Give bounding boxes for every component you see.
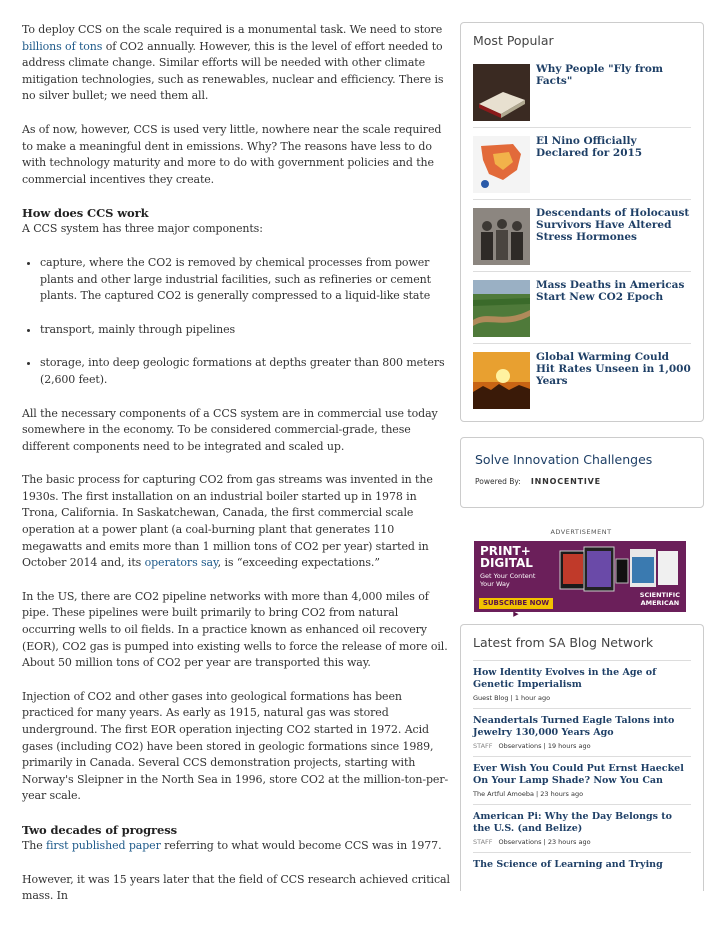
- blog-item[interactable]: The Science of Learning and Trying: [473, 852, 691, 877]
- staff-badge: STAFF: [473, 838, 493, 846]
- sunset-thumbnail: [473, 352, 530, 409]
- paragraph: In the US, there are CO2 pipeline networks with more than 4,000 miles of pipe. These pipelines were built primarily to bring CO2 from natural occurring wells to oil fields. In a practice known as enhanced oil recovery (EOR), CO2 gas is pumped into existing wells to force the release of more oil. About 50 million tons of CO2 per year are transported this way.: [22, 589, 448, 670]
- subscription-ad[interactable]: [474, 541, 686, 618]
- advertisement-label: ADVERTISEMENT: [550, 528, 612, 536]
- most-popular-panel: [460, 22, 704, 422]
- innovation-panel[interactable]: [460, 437, 704, 508]
- popular-item[interactable]: Why People "Fly from Facts": [473, 56, 691, 128]
- blog-network-panel: [460, 624, 704, 891]
- staff-badge: STAFF: [473, 742, 493, 750]
- blog-item[interactable]: American Pi: Why the Day Belongs to the U.S. (and Belize) STAFF Observations | 23 hours ago: [473, 804, 691, 852]
- scientific-american-logo: SCIENTIFIC AMERICAN: [639, 591, 680, 607]
- subscribe-now-button[interactable]: SUBSCRIBE NOW ▶: [479, 598, 553, 609]
- component-list: [22, 255, 454, 389]
- paragraph: A CCS system has three major components:: [22, 222, 263, 236]
- innocentive-logo: INNOCENTIVE: [530, 477, 601, 486]
- popular-item[interactable]: Global Warming Could Hit Rates Unseen in 1,000 Years: [473, 344, 691, 415]
- list-item: • capture, where the CO2 is removed by chemical processes from power plants and other large industrial facilities, such as refineries or cement plants. The captured CO2 is generally compressed to a liquid-like state: [40, 255, 454, 305]
- map-thumbnail: [473, 136, 530, 193]
- blog-item[interactable]: Neandertals Turned Eagle Talons into Jewelry 130,000 Years Ago STAFF Observations | 19 hours ago: [473, 708, 691, 756]
- list-item: • storage, into deep geologic formations at depths greater than 800 meters (2,600 feet).: [40, 355, 454, 388]
- popular-item[interactable]: Descendants of Holocaust Survivors Have Altered Stress Hormones: [473, 200, 691, 272]
- article-body: [22, 22, 454, 922]
- blog-network-title: Latest from SA Blog Network: [473, 635, 654, 650]
- billions-of-tons-link[interactable]: billions of tons: [22, 39, 103, 53]
- first-published-paper-link[interactable]: first published paper: [46, 838, 161, 852]
- paragraph: All the necessary components of a CCS system are in commercial use today somewhere in the economy. To be considered commercial-grade, these different components need to be integrated and scaled up.: [22, 406, 438, 453]
- ad-headline: PRINT+ DIGITAL: [480, 544, 533, 570]
- paragraph: Injection of CO2 and other gases into geological formations has been practiced for many years. As early as 1915, natural gas was stored underground. The first EOR operation injecting CO2 started in 1972. Acid gases (including CO2) have been stored in geologic formations since 1989, primarily in Canada. Several CCS demonstration projects, starting with Norway's Sleipner in the North Sea in 1996, store CO2 at the million-ton-per-year scale.: [22, 689, 449, 803]
- section-heading: How does CCS work: [22, 206, 149, 221]
- magazines-devices-image: [560, 547, 680, 593]
- blog-item[interactable]: How Identity Evolves in the Age of Genetic Imperialism Guest Blog | 1 hour ago: [473, 660, 691, 708]
- river-landscape-thumbnail: [473, 280, 530, 337]
- ad-tagline: Get Your Content Your Way: [480, 572, 536, 588]
- popular-item[interactable]: El Nino Officially Declared for 2015: [473, 128, 691, 200]
- section-heading: Two decades of progress: [22, 822, 177, 837]
- powered-by: Powered By: INNOCENTIVE: [475, 477, 601, 486]
- paragraph: The basic process for capturing CO2 from gas streams was invented in the 1930s. The first installation on an industrial boiler started up in 1978 in Trona, California. In Saskatchewan, Canada, the first commercial scale operation at a power plant (a coal-burning plant that generates 110 megawatts and emits more than 1 million tons of CO2 per year) started in October 2014 and, its operators say, is “exceeding expectations.”: [22, 473, 433, 570]
- paragraph: The first published paper referring to what would become CCS was in 1977.: [22, 838, 442, 852]
- most-popular-title: Most Popular: [473, 33, 554, 48]
- blog-item[interactable]: Ever Wish You Could Put Ernst Haeckel On Your Lamp Shade? Now You Can The Artful Amoeba | 23 hours ago: [473, 756, 691, 804]
- list-item: • transport, mainly through pipelines: [40, 322, 454, 339]
- popular-item[interactable]: Mass Deaths in Americas Start New CO2 Epoch: [473, 272, 691, 344]
- innovation-title[interactable]: Solve Innovation Challenges: [475, 452, 653, 467]
- family-photo-thumbnail: [473, 208, 530, 265]
- paragraph: As of now, however, CCS is used very little, nowhere near the scale required to make a meaningful dent in emissions. Why? The reasons have less to do with technology maturity and more to do with government policies and the commercial incentives they create.: [22, 122, 442, 186]
- book-thumbnail: [473, 64, 530, 121]
- operators-say-link[interactable]: operators say: [144, 556, 218, 570]
- paragraph: However, it was 15 years later that the field of CCS research achieved critical mass. In: [22, 872, 450, 903]
- paragraph: To deploy CCS on the scale required is a monumental task. We need to store billions of tons of CO2 annually. However, this is the level of effort needed to address climate change. Similar efforts will be needed with other climate mitigation technologies, such as renewables, nuclear and efficiency. There is no silver bullet; we need them all.: [22, 23, 444, 103]
